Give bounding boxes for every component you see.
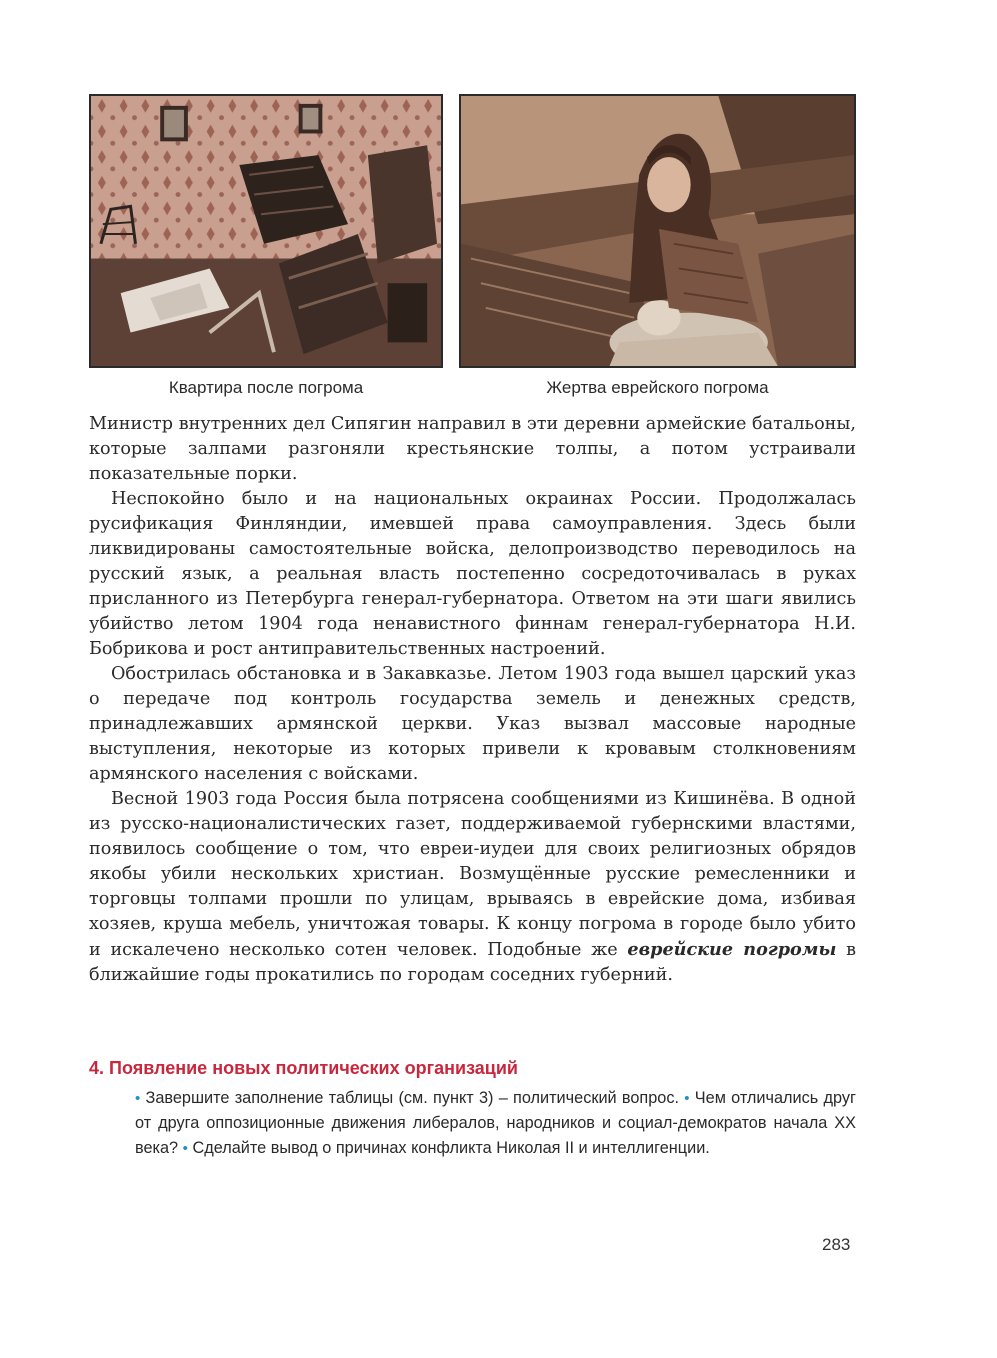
- page-number: 283: [822, 1235, 851, 1254]
- key-term: еврейские погромы: [627, 939, 837, 960]
- photo-apartment-after-pogrom: [89, 94, 443, 368]
- task-item: Чем отличались друг от друга оппозиционные движения либералов, народников и социал-демократов начала XX века?: [135, 1089, 856, 1157]
- bullet-icon: •: [135, 1090, 141, 1107]
- figure-caption-victim: Жертва еврейского погрома: [546, 378, 769, 397]
- main-text: [89, 412, 856, 988]
- task-item: Завершите заполнение таблицы (см. пункт 3) – политический вопрос.: [145, 1089, 680, 1107]
- paragraph-text: Весной 1903 года Россия была потрясена сообщениями из Кишинёва. В одной из русско-националистических газет, поддерживаемой губернскими властями, появилось сообщение о том, что евреи-иудеи для своих религиозных обрядов якобы убили нескольких христиан. Возмущённые русские ремесленники и торговцы толпами прошли по улицам, врываясь в еврейские дома, избивая хозяев, круша мебель, уничтожая товары. К концу погрома в городе было убито и искалечено несколько сотен человек. Подобные же: [89, 789, 856, 960]
- task-item: Сделайте вывод о причинах конфликта Николая II и интеллигенции.: [192, 1139, 710, 1157]
- bullet-icon: •: [182, 1140, 188, 1157]
- section-heading: 4. Появление новых политических организаций: [89, 1058, 518, 1078]
- photo-pogrom-victim: [459, 94, 856, 368]
- paragraph-text: в ближайшие годы прокатились по городам соседних губерний.: [89, 940, 857, 985]
- paragraph: Министр внутренних дел Сипягин направил в эти деревни армейские батальоны, которые залпами разгоняли крестьянские толпы, а потом устраивали показательные порки.: [89, 414, 856, 484]
- paragraph: Неспокойно было и на национальных окраинах России. Продолжалась русификация Финляндии, имевшей права самоуправления. Здесь были ликвидированы самостоятельные войска, делопроизводство переводилось на русский язык, а реальная власть постепенно сосредоточивалась в руках присланного из Петербурга генерал-губернатора. Ответом на эти шаги явились убийство летом 1904 года ненавистного финнам генерал-губернатора Н.И. Бобрикова и рост антиправительственных настроений.: [89, 489, 856, 659]
- paragraph: [89, 787, 856, 988]
- figure-caption-apartment: Квартира после погрома: [168, 378, 364, 397]
- task-list: [135, 1086, 856, 1161]
- paragraph: Обострилась обстановка и в Закавказье. Летом 1903 года вышел царский указ о передаче под контроль государства земель и денежных средств, принадлежавших армянской церкви. Указ вызвал массовые народные выступления, некоторые из которых привели к кровавым столкновениям армянского населения с войсками.: [89, 664, 856, 784]
- bullet-icon: •: [684, 1090, 690, 1107]
